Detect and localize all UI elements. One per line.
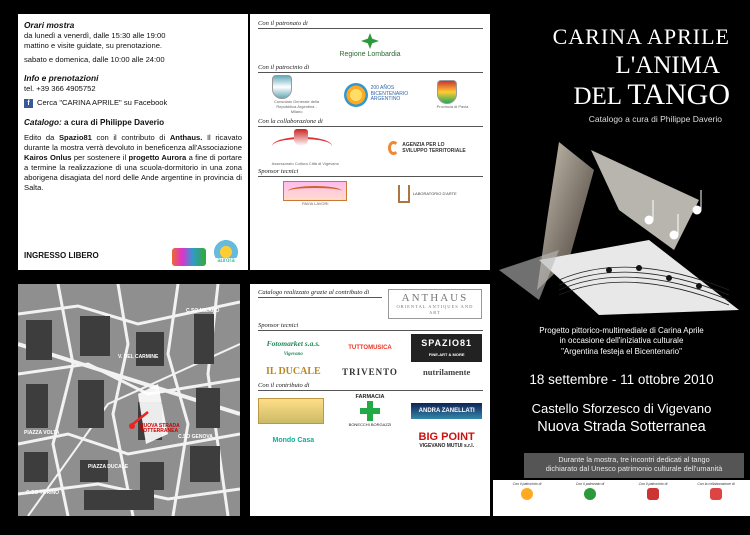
patronage-panel [250, 14, 490, 270]
map-label-1: C.SO MILANO [186, 308, 220, 314]
bicentenario-seal-icon [344, 83, 368, 107]
laboratorio-logo: LABORATORIO D'ARTE [398, 185, 457, 203]
catalog-sponsor-row [258, 289, 482, 319]
fotomarket-logo: Fotomarket s.a.s. Vigevano [266, 339, 320, 357]
body-text: Edito da Spazio81 con il contributo di Anthaus. Il ricavato durante la mostra verrà devoluto in beneficenza all'Associazione Kairos Onlus per sostenere il progetto Aurora a fine di portare a termine la realizzazione di una scuola-dormitorio in una zona aborigena disagiata del nord delle Ande argentine in provincia di Salta. [24, 133, 242, 193]
map-graphic [18, 284, 240, 516]
footer-collab: Con la collaborazione di [686, 482, 746, 514]
provincia-mini-icon [647, 488, 659, 500]
project-description: Progetto pittorico-multimediale di Carina Aprile in occasione dell'iniziativa culturale "Argentina festeja el Bicentenario" [539, 326, 704, 356]
map-label-0: PIAZZA DUCALE [88, 464, 129, 470]
footer-patrocinio-2: Con il patrocinio di [623, 482, 683, 514]
patronato-label: Con il patronato di [258, 20, 483, 29]
patrocinio-logos [258, 75, 482, 114]
venue-castle: Castello Sforzesco di Vigevano [531, 401, 712, 416]
bicentenario-logo: 200 AÑOS BICENTENARIO ARGENTINO [344, 83, 415, 107]
exhibition-dates: 18 settembre - 11 ottobre 2010 [529, 372, 714, 387]
bigpoint-logo: BIG POINT VIGEVANO MUTUI s.r.l. [418, 431, 475, 449]
agency-swirl-icon [388, 141, 399, 155]
lombardia-rose-icon [361, 33, 379, 49]
sponsor-tecnici-label: Sponsor tecnici [258, 168, 483, 177]
tuttomusica-logo: TUTTOMUSICA [348, 345, 392, 351]
footer-logos [493, 480, 750, 516]
farmacia-logo: FARMACIA BONECCHI BORGAZZI [348, 394, 392, 427]
spazio81-logo: SPAZIO81 FINE-ART & MORE [411, 334, 482, 362]
title-line-3: DEL TANGO [573, 78, 730, 111]
bicentenario-mini-icon [521, 488, 533, 500]
tango-artwork [499, 140, 743, 318]
trivento-logo: TRIVENTO [342, 366, 398, 377]
collaborazione-logos [258, 129, 482, 166]
catalog-sponsor-label: Catalogo realizzato grazie al contributo di [258, 289, 382, 298]
tech-sponsors-grid [258, 334, 482, 377]
anthaus-logo: ANTHAUS ORIENTAL ANTIQUES AND ART [388, 289, 482, 319]
kairos-logo [172, 248, 206, 266]
facebook-icon: f [24, 99, 33, 108]
city-map [18, 284, 240, 516]
consolato-logo: Consolato Generale della Repubblica Argentina - Milano [272, 75, 322, 114]
aurora-logo: aurora [212, 238, 240, 266]
free-entry: INGRESSO LIBERO [24, 251, 99, 261]
dancer-shard [591, 150, 699, 250]
footer-patrocinio: Con il patrocinio di [497, 482, 557, 514]
hours-title: Orari mostra [24, 20, 75, 30]
contact-title: Info e prenotazioni [24, 73, 99, 84]
map-label-3: C.SO TORINO [26, 490, 59, 496]
sponsor-tecnici-label-2: Sponsor tecnici [258, 322, 483, 331]
nutrilamente-logo: nutrilamente [423, 366, 471, 377]
kiosk-logo [258, 398, 324, 424]
regione-lombardia-logo: Regione Lombardia [258, 33, 482, 58]
info-panel [18, 14, 248, 270]
contributo-label: Con il contributo di [258, 382, 483, 391]
lombardia-mini-icon [584, 488, 596, 500]
vigevano-logo: Assessorato Cultura Città di Vigevano [272, 129, 339, 166]
phone: tel. +39 366 4905752 [24, 84, 96, 94]
venue-name: Nuova Strada Sotterranea [537, 419, 706, 435]
provincia-logo: Provincia di Pavia [437, 80, 469, 109]
contributors-grid [258, 394, 482, 449]
tech-sponsor-logos [258, 181, 482, 206]
map-label-5: V. DEL CARMINE [118, 354, 159, 360]
curator-line: Catalogo a cura di Philippe Daverio [588, 114, 722, 124]
catalog-line: Catalogo: a cura di Philippe Daverio [24, 118, 165, 128]
vigevano-mini-icon [710, 488, 722, 500]
agenzia-logo: AGENZIA PER LO SVILUPPO TERRITORIALE [388, 141, 468, 155]
title-line-2: L'ANIMA [615, 52, 720, 79]
mondo-casa-logo: Mondo Casa [272, 436, 315, 444]
pavia-lavori-logo: PAVIA LAVORI [283, 181, 347, 206]
map-marker-label: NUOVA STRADA SOTTERRANEA [140, 423, 180, 435]
hours-weekday: da lunedì a venerdì, dalle 15:30 alle 19:00 mattino e visite guidate, su prenotazione. [24, 31, 166, 51]
artist-name: CARINA APRILE [552, 24, 730, 49]
sponsors-panel [250, 284, 490, 516]
andra-zanellati-logo: ANDRA ZANELLATI [411, 403, 482, 419]
patrocinio-label: Con il patrocinio di [258, 64, 483, 73]
map-label-4: PIAZZA VOLTA [24, 430, 60, 436]
footer-patronato: Con il patronato di [560, 482, 620, 514]
pharmacy-cross-icon [360, 401, 380, 421]
map-label-2: C.SO GENOVA [178, 434, 213, 440]
il-ducale-logo: IL DUCALE [265, 366, 321, 377]
hours-weekend: sabato e domenica, dalle 10:00 alle 24:00 [24, 55, 165, 65]
charity-logos [172, 238, 240, 266]
cover-panel [493, 0, 750, 480]
tango-notice: Durante la mostra, tre incontri dedicati al tango dichiarato dal Unesco patrimonio culturale dell'umanità [524, 453, 744, 478]
collaborazione-label: Con la collaborazione di [258, 118, 483, 127]
facebook-line[interactable]: f Cerca "CARINA APRILE" su Facebook [24, 98, 242, 108]
